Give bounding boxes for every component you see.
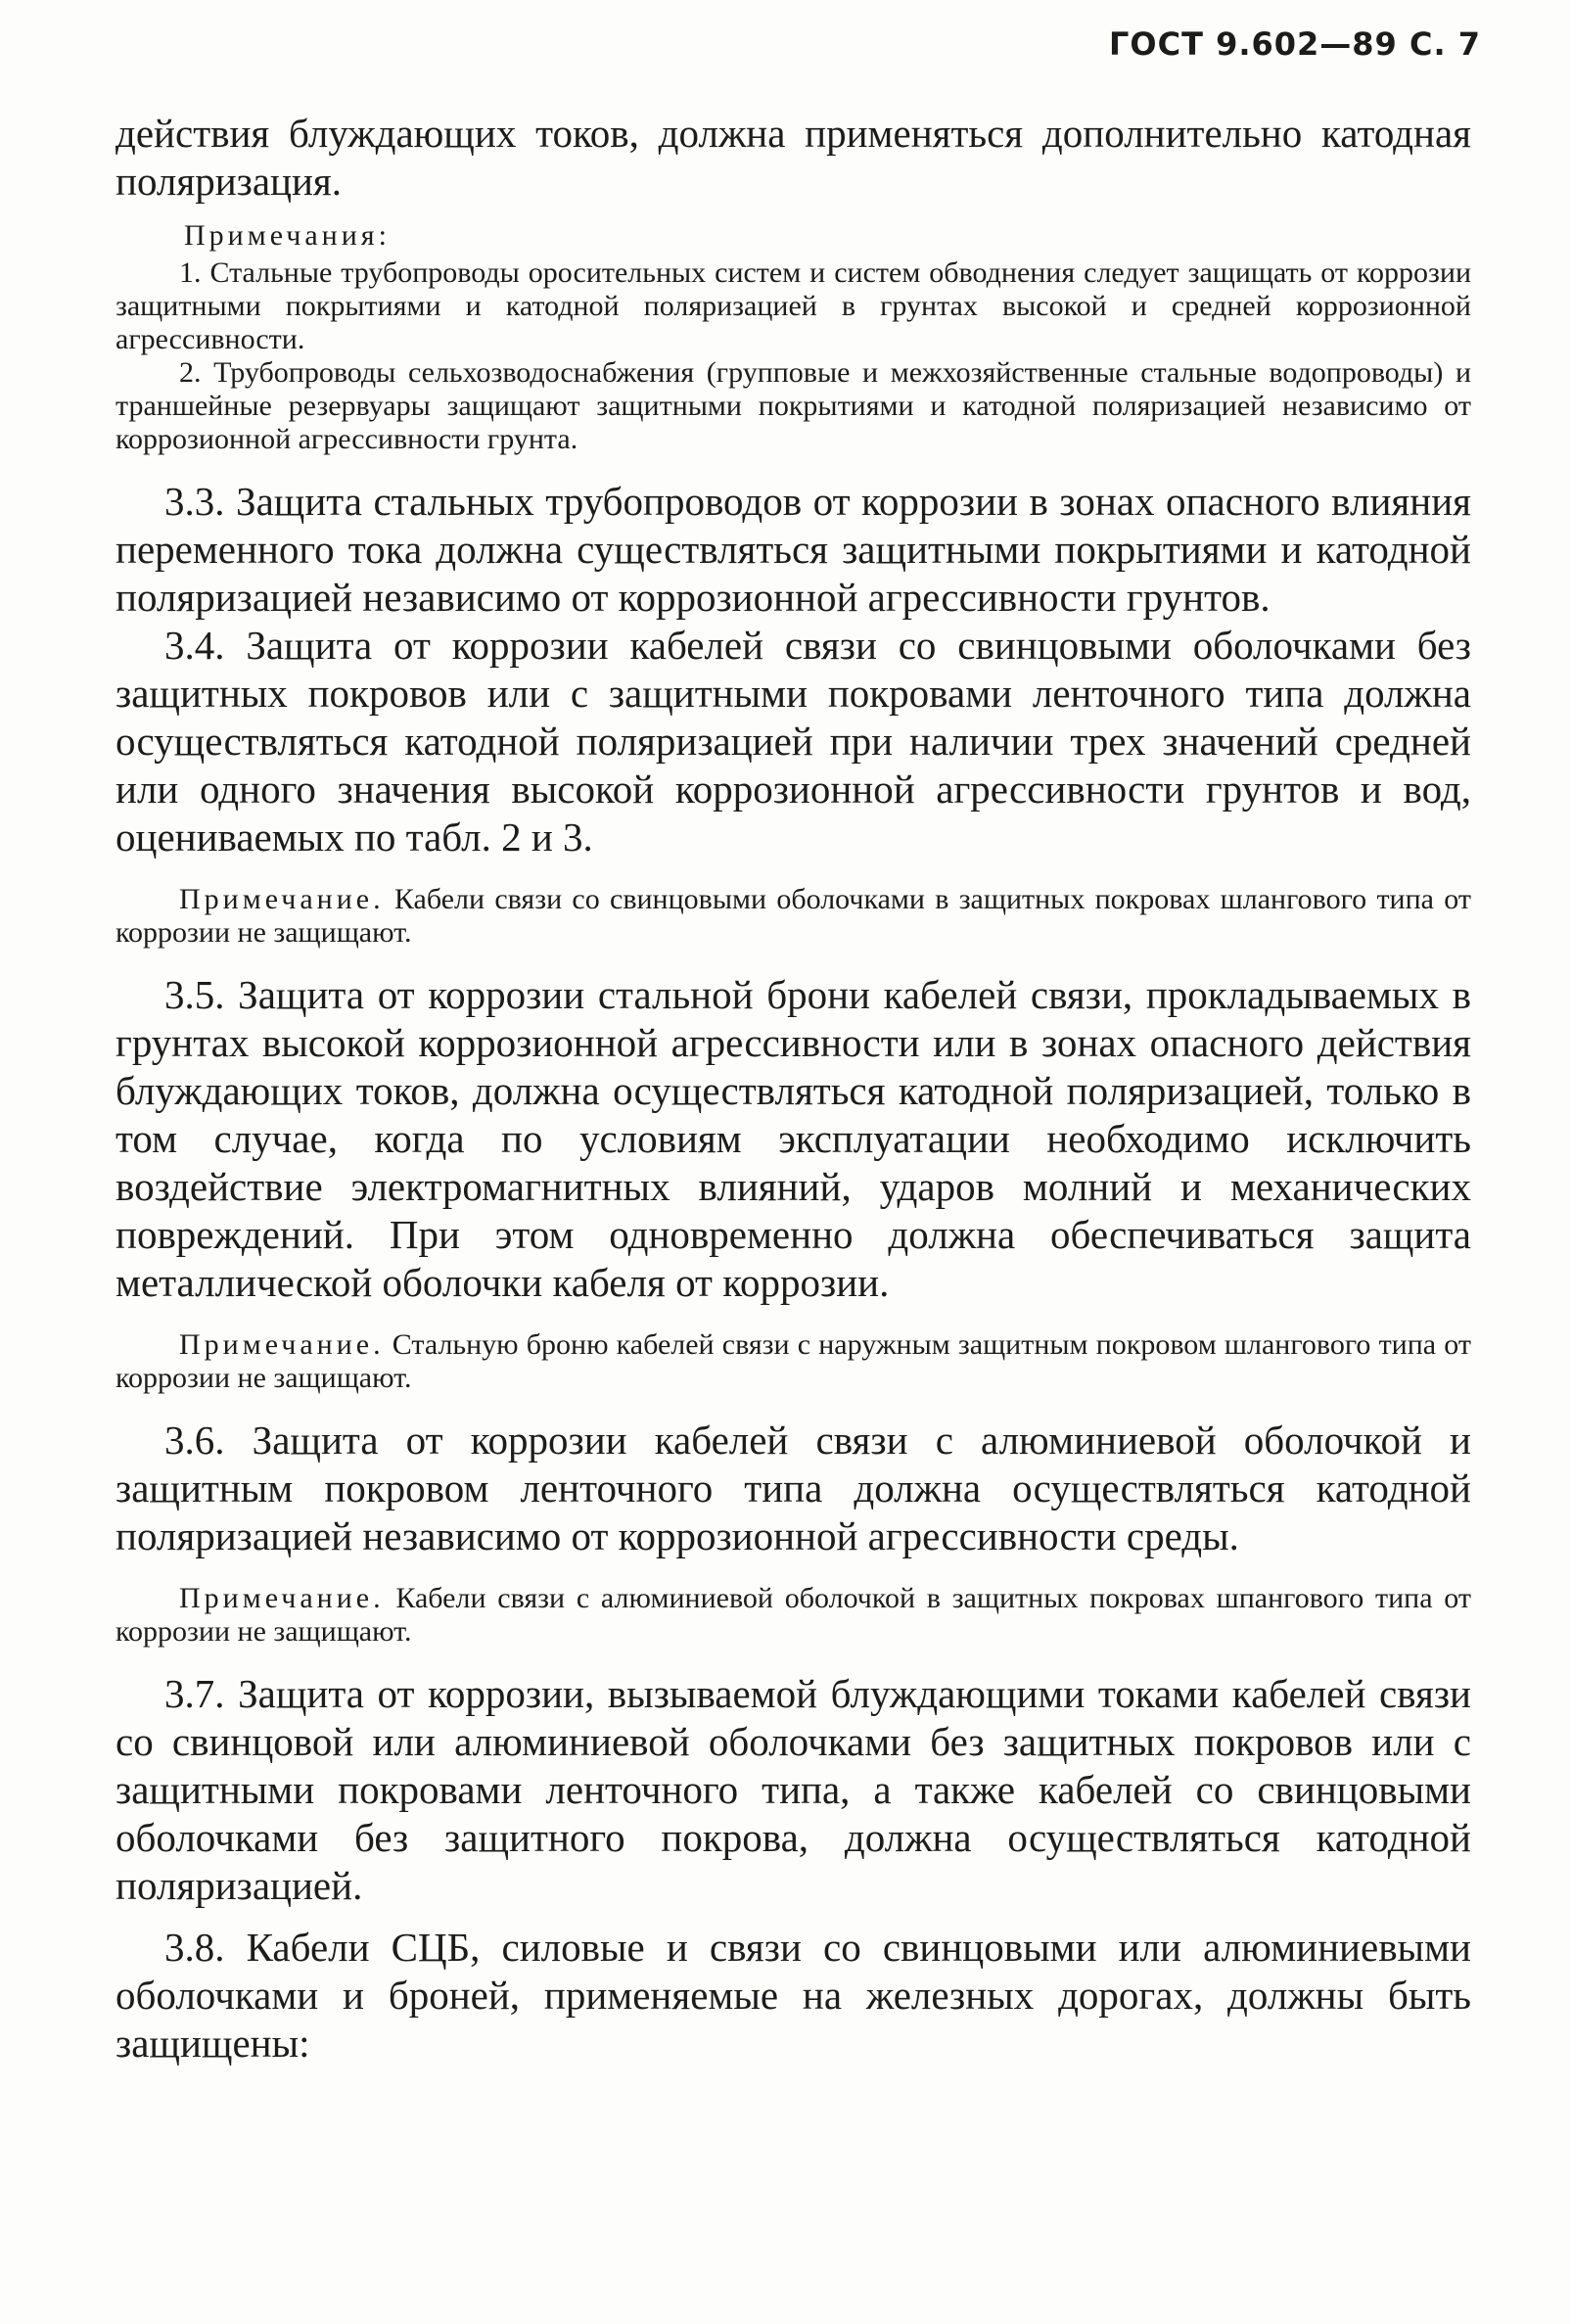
paragraph-3-8: 3.8. Кабели СЦБ, силовые и связи со свинцовыми или алюминиевыми оболочками и броней, применяемые на железных дорогах, должны быть защищены:	[116, 1925, 1471, 2066]
note-label: Примечание.	[179, 1582, 385, 1614]
running-head: ГОСТ 9.602—89 С. 7	[1109, 25, 1481, 63]
paragraph-3-6: 3.6. Защита от коррозии кабелей связи с алюминиевой оболочкой и защитным покровом ленточного типа должна осуществляться катодной поляризацией независимо от коррозионной агрессивности среды.	[116, 1418, 1471, 1558]
page-body	[116, 110, 1471, 2068]
note-1: 1. Стальные трубопроводы оросительных систем и систем обводнения следует защищать от коррозии защитными покрытиями и катодной поляризацией в грунтах высокой и средней коррозионной агрессивности.	[116, 256, 1471, 355]
note-2: 2. Трубопроводы сельхозводоснабжения (групповые и межхозяйственные стальные водопроводы) и траншейные резервуары защищают защитными покрытиями и катодной поляризацией независимо от коррозионной агрессивности грунта.	[116, 356, 1471, 455]
notes-label: Примечания:	[184, 219, 391, 252]
note-text: Кабели связи со свинцовыми оболочками в защитных покровах шлангового типа от коррозии не защищают.	[116, 883, 1471, 949]
note-label: Примечание.	[179, 1328, 385, 1361]
paragraph-3-3: 3.3. Защита стальных трубопроводов от коррозии в зонах опасного влияния переменного тока должна существляться защитными покрытиями и катодной поляризацией независимо от коррозионной агрессивности грунтов.	[116, 479, 1471, 620]
note-3-4	[116, 883, 1471, 950]
paragraph-3-7: 3.7. Защита от коррозии, вызываемой блуждающими токами кабелей связи со свинцовой или алюминиевой оболочками без защитных покровов или с защитными покровами ленточного типа, а также кабелей со свинцовыми оболочками без защитного покрова, должна осуществляться катодной поляризацией.	[116, 1671, 1471, 1908]
note-text: Стальную броню кабелей связи с наружным защитным покровом шлангового типа от коррозии не защищают.	[116, 1328, 1471, 1394]
note-label: Примечание.	[179, 883, 385, 915]
paragraph-3-4: 3.4. Защита от коррозии кабелей связи со свинцовыми оболочками без защитных покровов или с защитными покровами ленточного типа должна осуществляться катодной поляризацией при наличии трех значений средней или одного значения высокой коррозионной агрессивности грунтов и вод, оцениваемых по табл. 2 и 3.	[116, 623, 1471, 860]
paragraph-3-5: 3.5. Защита от коррозии стальной брони кабелей связи, прокладываемых в грунтах высокой коррозионной агрессивности или в зонах опасного действия блуждающих токов, должна осуществляться катодной поляризацией, только в том случае, когда по условиям эксплуатации необходимо исключить воздействие электромагнитных влияний, ударов молний и механических повреждений. При этом одновременно должна обеспечиваться защита металлической оболочки кабеля от коррозии.	[116, 972, 1471, 1305]
notes-block	[116, 219, 1471, 456]
note-3-5	[116, 1328, 1471, 1395]
note-text: Кабели связи с алюминиевой оболочкой в защитных покровах шпангового типа от коррозии не защищают.	[116, 1582, 1471, 1648]
note-3-6	[116, 1582, 1471, 1649]
intro-paragraph: действия блуждающих токов, должна применяться дополнительно катодная поляризация.	[116, 111, 1471, 204]
